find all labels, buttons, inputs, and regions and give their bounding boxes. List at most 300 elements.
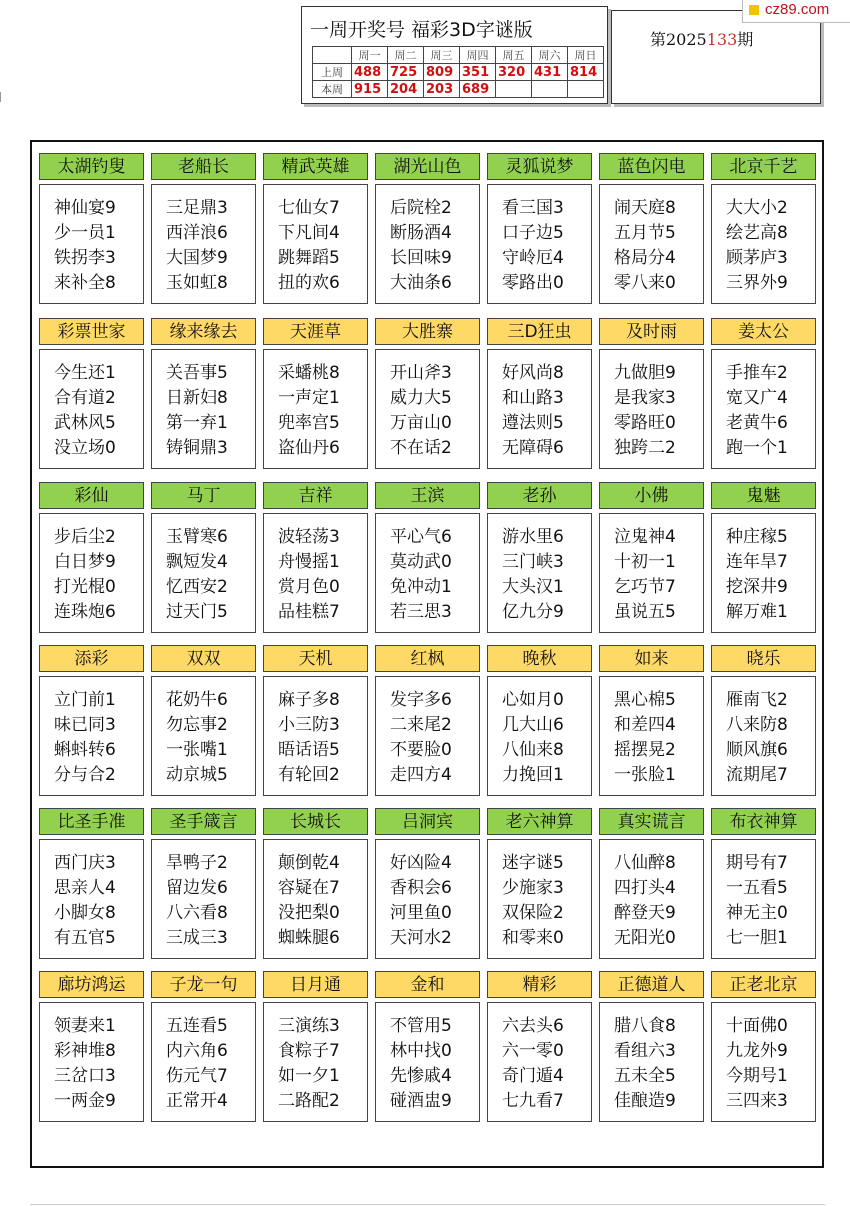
riddle-line: 七一胆1 [726,928,788,948]
riddle-box [263,676,368,796]
riddle-line: 神无主0 [726,903,788,923]
riddle-line: 看组六3 [614,1041,676,1061]
riddle-line: 勿忘事2 [166,715,228,735]
riddle-box [711,349,816,469]
riddle-author-title: 精彩 [487,971,592,998]
riddle-line: 八来防8 [726,715,788,735]
riddle-author-title: 圣手箴言 [151,808,256,835]
riddle-line: 分与合2 [54,765,116,785]
riddle-box [711,184,816,304]
riddle-line: 天河水2 [390,928,452,948]
riddle-box [487,513,592,633]
riddle-card [39,971,144,1111]
riddle-line: 大头汉1 [502,577,564,597]
riddle-box [39,513,144,633]
riddle-line: 不要脸0 [390,740,452,760]
riddle-box [151,839,256,959]
riddle-line: 开山斧3 [390,363,452,383]
riddle-line: 铁拐李3 [54,248,116,268]
riddle-author-title: 太湖钓叟 [39,153,144,180]
riddle-line: 格局分4 [614,248,676,268]
riddle-box [375,676,480,796]
riddle-box [487,839,592,959]
riddle-card [39,318,144,458]
riddle-author-title: 双双 [151,645,256,672]
riddle-box [375,839,480,959]
riddle-line: 泣鬼神4 [614,527,676,547]
riddle-line: 九做胆9 [614,363,676,383]
riddle-card [263,971,368,1111]
riddle-box [375,349,480,469]
riddle-card [375,318,480,458]
riddle-card [375,808,480,948]
riddle-author-title: 日月通 [263,971,368,998]
riddle-card [711,318,816,458]
riddle-line: 走四方4 [390,765,452,785]
riddle-card [711,153,816,293]
riddle-line: 奇门遁4 [502,1066,564,1086]
riddle-box [151,513,256,633]
weekly-results-table [312,46,604,98]
riddle-line: 步后尘2 [54,527,116,547]
riddle-box [711,676,816,796]
riddle-box [487,349,592,469]
riddle-card [711,482,816,622]
riddle-line: 武林风5 [54,413,116,433]
riddle-box [39,1002,144,1122]
riddle-line: 期号有7 [726,853,788,873]
riddle-line: 河里鱼0 [390,903,452,923]
draw-number: 725 [388,64,424,81]
riddle-card [151,645,256,785]
draw-results-panel [301,6,608,104]
riddle-line: 和山路3 [502,388,564,408]
riddle-line: 双保险2 [502,903,564,923]
riddle-card [487,482,592,622]
riddle-line: 碰酒盅9 [390,1091,452,1111]
riddle-box [375,1002,480,1122]
riddle-line: 大大小2 [726,198,788,218]
riddle-line: 和零来0 [502,928,564,948]
riddle-line: 花奶牛6 [166,690,228,710]
riddle-line: 今生还1 [54,363,116,383]
draw-number: 689 [460,81,496,98]
riddle-author-title: 彩仙 [39,482,144,509]
issue-suffix: 期 [737,30,754,49]
riddle-card [263,318,368,458]
riddle-card [599,808,704,948]
riddle-box [599,349,704,469]
riddle-line: 采蟠桃8 [278,363,340,383]
riddle-line: 后院栓2 [390,198,452,218]
riddle-line: 下凡间4 [278,223,340,243]
riddle-line: 玉如虹8 [166,273,228,293]
riddle-line: 过天门5 [166,602,228,622]
riddle-line: 日新妇8 [166,388,228,408]
riddle-line: 如一夕1 [278,1066,340,1086]
riddle-box [487,676,592,796]
riddle-line: 三四来3 [726,1091,788,1111]
riddle-author-title: 大胜寨 [375,318,480,345]
riddle-box [263,1002,368,1122]
riddle-author-title: 如来 [599,645,704,672]
issue-panel [611,10,821,104]
riddle-author-title: 长城长 [263,808,368,835]
riddle-line: 闹天庭8 [614,198,676,218]
riddle-box [487,1002,592,1122]
riddle-author-title: 廊坊鸿运 [39,971,144,998]
riddle-line: 飘短发4 [166,552,228,572]
riddle-line: 雁南飞2 [726,690,788,710]
riddle-box [375,513,480,633]
riddle-box [151,184,256,304]
riddle-line: 动京城5 [166,765,228,785]
riddle-card [711,971,816,1111]
riddle-line: 一五看5 [726,878,788,898]
riddle-box [263,349,368,469]
riddle-line: 波轻荡3 [278,527,340,547]
riddle-line: 十初一1 [614,552,676,572]
riddle-author-title: 金和 [375,971,480,998]
riddle-card [487,153,592,293]
riddle-line: 威力大5 [390,388,452,408]
riddle-card [263,153,368,293]
riddle-line: 三足鼎3 [166,198,228,218]
riddle-box [39,184,144,304]
riddle-line: 大国梦9 [166,248,228,268]
riddle-line: 西洋浪6 [166,223,228,243]
riddle-author-title: 老孙 [487,482,592,509]
riddle-line: 一张脸1 [614,765,676,785]
day-header: 周五 [496,47,532,64]
riddle-line: 零路出0 [502,273,564,293]
riddle-card [599,318,704,458]
riddle-line: 正常开4 [166,1091,228,1111]
riddle-line: 五月节5 [614,223,676,243]
riddle-line: 好风尚8 [502,363,564,383]
riddle-line: 二来尾2 [390,715,452,735]
riddle-card [151,482,256,622]
riddle-line: 品桂糕7 [278,602,340,622]
riddle-line: 好凶险4 [390,853,452,873]
riddle-line: 忆西安2 [166,577,228,597]
page-title: 一周开奖号 福彩3D字谜版 [310,19,533,41]
riddle-author-title: 蓝色闪电 [599,153,704,180]
day-header: 周一 [352,47,388,64]
riddle-box [263,513,368,633]
riddle-box [39,839,144,959]
draw-number: 204 [388,81,424,98]
riddle-line: 七仙女7 [278,198,340,218]
riddle-line: 晤话语5 [278,740,340,760]
riddle-line: 万亩山0 [390,413,452,433]
riddle-line: 铸铜鼎3 [166,438,228,458]
riddle-line: 立门前1 [54,690,116,710]
riddle-line: 伤元气7 [166,1066,228,1086]
riddle-line: 独跨二2 [614,438,676,458]
draw-number: 431 [532,64,568,81]
day-header: 周六 [532,47,568,64]
riddle-author-title: 王滨 [375,482,480,509]
day-header: 周三 [424,47,460,64]
riddle-line: 亿九分9 [502,602,564,622]
riddle-line: 关吾事5 [166,363,228,383]
riddle-card [263,482,368,622]
riddle-line: 几大山6 [502,715,564,735]
riddle-line: 玉臂寒6 [166,527,228,547]
riddle-box [599,676,704,796]
riddle-box [263,184,368,304]
riddle-box [375,184,480,304]
riddle-box [599,513,704,633]
riddle-box [711,513,816,633]
riddle-line: 解万难1 [726,602,788,622]
riddle-line: 没立场0 [54,438,116,458]
divider [0,92,1,102]
riddle-card [599,482,704,622]
day-header: 周四 [460,47,496,64]
draw-number: 351 [460,64,496,81]
riddle-line: 味已同3 [54,715,116,735]
riddle-card [487,971,592,1111]
riddle-box [151,1002,256,1122]
riddle-card [375,971,480,1111]
riddle-box [39,676,144,796]
riddle-line: 零八来0 [614,273,676,293]
riddle-line: 内六角6 [166,1041,228,1061]
corner-cell [313,47,352,64]
riddle-author-title: 添彩 [39,645,144,672]
riddle-author-title: 天机 [263,645,368,672]
riddle-line: 跑一个1 [726,438,788,458]
riddle-line: 无阳光0 [614,928,676,948]
riddle-author-title: 彩票世家 [39,318,144,345]
riddle-line: 五连看5 [166,1016,228,1036]
riddle-line: 白日梦9 [54,552,116,572]
riddle-line: 和差四4 [614,715,676,735]
riddle-line: 少施家3 [502,878,564,898]
riddle-line: 香积会6 [390,878,452,898]
riddle-line: 乞巧节7 [614,577,676,597]
riddle-line: 扭的欢6 [278,273,340,293]
riddle-line: 醉登天9 [614,903,676,923]
riddle-line: 流期尾7 [726,765,788,785]
logo-text: cz89.com [765,1,830,18]
riddle-line: 今期号1 [726,1066,788,1086]
riddle-card [263,808,368,948]
riddle-author-title: 红枫 [375,645,480,672]
riddle-line: 三成三3 [166,928,228,948]
riddle-box [599,1002,704,1122]
draw-number: 203 [424,81,460,98]
riddle-author-title: 真实谎言 [599,808,704,835]
riddle-line: 迷字谜5 [502,853,564,873]
riddle-line: 没把梨0 [278,903,340,923]
riddle-line: 断肠酒4 [390,223,452,243]
riddle-line: 绘艺高8 [726,223,788,243]
row-label: 上周 [313,64,352,81]
riddle-card [711,808,816,948]
riddle-line: 五未全5 [614,1066,676,1086]
riddle-line: 神仙宴9 [54,198,116,218]
riddle-line: 留边发6 [166,878,228,898]
riddle-author-title: 子龙一句 [151,971,256,998]
row-label: 本周 [313,81,352,98]
riddle-line: 一两金9 [54,1091,116,1111]
riddle-card [711,645,816,785]
riddle-author-title: 晚秋 [487,645,592,672]
riddle-line: 无障碍6 [502,438,564,458]
riddle-box [39,349,144,469]
riddle-card [263,645,368,785]
riddle-box [599,839,704,959]
riddle-line: 力挽回1 [502,765,564,785]
riddle-line: 小三防3 [278,715,340,735]
riddle-author-title: 缘来缘去 [151,318,256,345]
riddle-author-title: 正老北京 [711,971,816,998]
riddle-line: 守岭厄4 [502,248,564,268]
logo-square-icon [749,5,759,15]
riddle-card [375,153,480,293]
riddle-line: 平心气6 [390,527,452,547]
riddle-line: 一声定1 [278,388,340,408]
draw-number [532,81,568,98]
riddle-line: 西门庆3 [54,853,116,873]
riddle-line: 来补全8 [54,273,116,293]
riddle-box [599,184,704,304]
riddle-line: 六去头6 [502,1016,564,1036]
riddle-line: 三岔口3 [54,1066,116,1086]
riddle-line: 食粽子7 [278,1041,340,1061]
riddle-line: 游水里6 [502,527,564,547]
riddle-box [263,839,368,959]
riddle-author-title: 三D狂虫 [487,318,592,345]
riddle-card [599,971,704,1111]
riddle-line: 容疑在7 [278,878,340,898]
riddle-author-title: 北京千艺 [711,153,816,180]
riddle-line: 摇摆晃2 [614,740,676,760]
day-header: 周二 [388,47,424,64]
riddle-line: 跳舞蹈5 [278,248,340,268]
riddle-line: 老黄牛6 [726,413,788,433]
riddle-line: 连年旱7 [726,552,788,572]
riddle-line: 大油条6 [390,273,452,293]
riddle-line: 心如月0 [502,690,564,710]
draw-number: 488 [352,64,388,81]
riddle-line: 小脚女8 [54,903,116,923]
riddle-author-title: 精武英雄 [263,153,368,180]
riddle-line: 舟慢摇1 [278,552,340,572]
riddle-line: 赏月色0 [278,577,340,597]
riddle-line: 黑心棉5 [614,690,676,710]
riddle-line: 少一员1 [54,223,116,243]
riddle-line: 旱鸭子2 [166,853,228,873]
riddle-author-title: 小佛 [599,482,704,509]
riddle-author-title: 马丁 [151,482,256,509]
riddle-line: 六一零0 [502,1041,564,1061]
riddle-card [487,318,592,458]
riddle-line: 顺风旗6 [726,740,788,760]
divider [30,1204,825,1205]
riddle-author-title: 吉祥 [263,482,368,509]
riddle-line: 兜率宫5 [278,413,340,433]
riddle-author-title: 正德道人 [599,971,704,998]
riddle-card [375,482,480,622]
riddle-line: 林中找0 [390,1041,452,1061]
riddle-card [487,808,592,948]
riddle-card [39,153,144,293]
riddle-line: 盗仙丹6 [278,438,340,458]
riddle-line: 挖深井9 [726,577,788,597]
riddle-card [39,808,144,948]
riddle-line: 莫动武0 [390,552,452,572]
riddle-line: 思亲人4 [54,878,116,898]
riddle-card [39,645,144,785]
draw-number [496,81,532,98]
riddle-line: 先惨戚4 [390,1066,452,1086]
riddle-line: 打光棍0 [54,577,116,597]
site-logo[interactable] [742,0,850,23]
riddle-box [487,184,592,304]
riddle-card [151,808,256,948]
riddle-line: 顾茅庐3 [726,248,788,268]
riddle-line: 种庄稼5 [726,527,788,547]
riddle-card [599,645,704,785]
riddle-line: 佳酿造9 [614,1091,676,1111]
riddle-author-title: 及时雨 [599,318,704,345]
riddle-line: 口子边5 [502,223,564,243]
riddle-line: 腊八食8 [614,1016,676,1036]
riddle-card [599,153,704,293]
issue-digits: 133 [706,30,738,49]
riddle-grid [30,140,824,1168]
riddle-card [375,645,480,785]
riddle-line: 七九看7 [502,1091,564,1111]
riddle-line: 三演练3 [278,1016,340,1036]
riddle-author-title: 灵狐说梦 [487,153,592,180]
riddle-author-title: 姜太公 [711,318,816,345]
riddle-line: 十面佛0 [726,1016,788,1036]
riddle-author-title: 布衣神算 [711,808,816,835]
riddle-line: 三界外9 [726,273,788,293]
riddle-line: 零路旺0 [614,413,676,433]
riddle-line: 宽又广4 [726,388,788,408]
riddle-card [151,971,256,1111]
riddle-line: 八仙来8 [502,740,564,760]
issue-prefix: 第2025 [650,30,707,49]
draw-number: 320 [496,64,532,81]
riddle-line: 不管用5 [390,1016,452,1036]
riddle-line: 不在话2 [390,438,452,458]
riddle-line: 免冲动1 [390,577,452,597]
riddle-line: 有轮回2 [278,765,340,785]
riddle-line: 发字多6 [390,690,452,710]
draw-number: 814 [568,64,604,81]
riddle-line: 二路配2 [278,1091,340,1111]
riddle-card [151,153,256,293]
draw-number: 915 [352,81,388,98]
draw-number: 809 [424,64,460,81]
riddle-line: 有五官5 [54,928,116,948]
riddle-author-title: 老船长 [151,153,256,180]
riddle-line: 遵法则5 [502,413,564,433]
riddle-line: 蜘蛛腿6 [278,928,340,948]
riddle-author-title: 比圣手准 [39,808,144,835]
riddle-card [151,318,256,458]
riddle-box [151,676,256,796]
riddle-author-title: 天涯草 [263,318,368,345]
riddle-line: 虽说五5 [614,602,676,622]
